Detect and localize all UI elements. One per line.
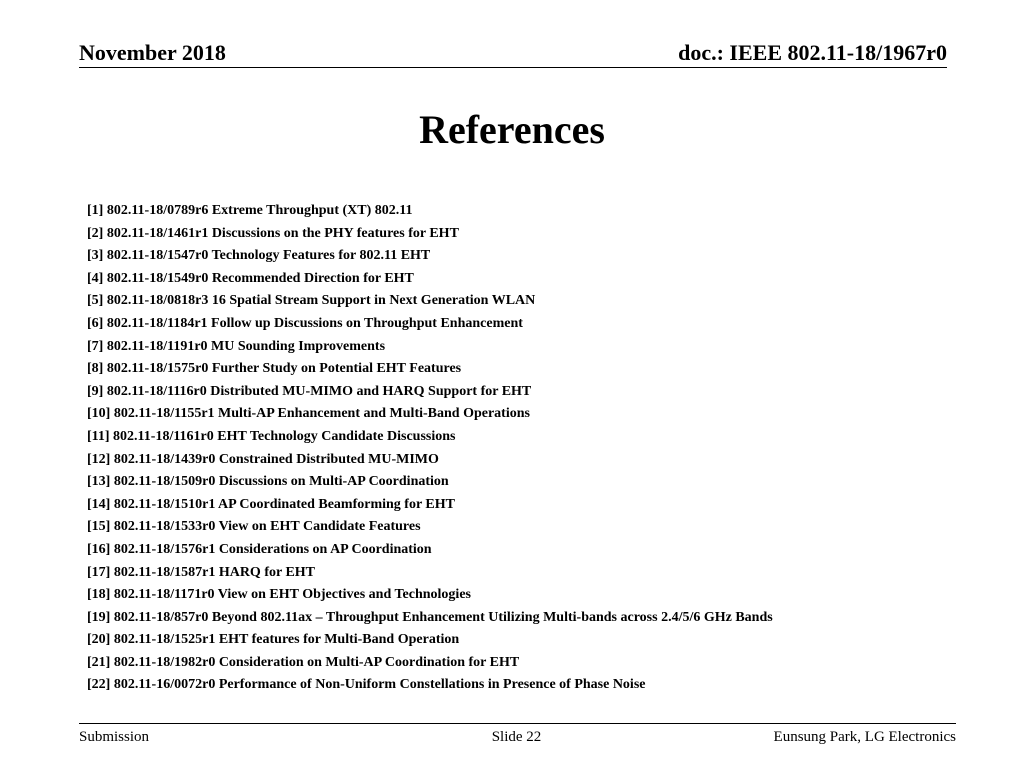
header-divider (79, 67, 947, 68)
reference-item: [9] 802.11-18/1116r0 Distributed MU-MIMO and HARQ Support for EHT (87, 383, 532, 399)
footer-slide-number: Slide 22 (491, 729, 542, 745)
slide-title: References (419, 107, 605, 152)
reference-item: [21] 802.11-18/1982r0 Consideration on Multi-AP Coordination for EHT (87, 654, 520, 670)
reference-item: [3] 802.11-18/1547r0 Technology Features for 802.11 EHT (87, 248, 431, 264)
reference-item: [22] 802.11-16/0072r0 Performance of Non-Uniform Constellations in Presence of Phase Noise (87, 677, 646, 693)
reference-item: [15] 802.11-18/1533r0 View on EHT Candidate Features (87, 519, 421, 535)
reference-item: [8] 802.11-18/1575r0 Further Study on Potential EHT Features (87, 361, 462, 377)
header-doc-id: doc.: IEEE 802.11-18/1967r0 (678, 40, 947, 65)
reference-item: [20] 802.11-18/1525r1 EHT features for Multi-Band Operation (87, 632, 460, 648)
reference-item: [6] 802.11-18/1184r1 Follow up Discussions on Throughput Enhancement (87, 315, 523, 331)
footer-divider (79, 723, 956, 724)
reference-item: [16] 802.11-18/1576r1 Considerations on AP Coordination (87, 541, 432, 557)
reference-item: [13] 802.11-18/1509r0 Discussions on Multi-AP Coordination (87, 474, 449, 490)
reference-item: [17] 802.11-18/1587r1 HARQ for EHT (87, 564, 316, 580)
footer-author: Eunsung Park, LG Electronics (773, 729, 956, 745)
reference-item: [18] 802.11-18/1171r0 View on EHT Objectives and Technologies (87, 587, 471, 603)
reference-item: [12] 802.11-18/1439r0 Constrained Distributed MU-MIMO (87, 451, 439, 467)
reference-item: [19] 802.11-18/857r0 Beyond 802.11ax – Throughput Enhancement Utilizing Multi-bands across 2.4/5/6 GHz Bands (87, 609, 773, 625)
header-date: November 2018 (79, 40, 226, 65)
reference-item: [1] 802.11-18/0789r6 Extreme Throughput (XT) 802.11 (87, 203, 413, 218)
reference-item: [5] 802.11-18/0818r3 16 Spatial Stream Support in Next Generation WLAN (87, 293, 536, 309)
reference-item: [2] 802.11-18/1461r1 Discussions on the PHY features for EHT (87, 225, 459, 241)
reference-item: [11] 802.11-18/1161r0 EHT Technology Candidate Discussions (87, 428, 456, 444)
reference-list (87, 200, 773, 697)
footer-submission: Submission (79, 729, 150, 745)
reference-item: [14] 802.11-18/1510r1 AP Coordinated Beamforming for EHT (87, 496, 455, 512)
reference-item: [10] 802.11-18/1155r1 Multi-AP Enhancement and Multi-Band Operations (87, 406, 530, 422)
reference-item: [7] 802.11-18/1191r0 MU Sounding Improvements (87, 338, 386, 354)
reference-item: [4] 802.11-18/1549r0 Recommended Direction for EHT (87, 270, 414, 286)
